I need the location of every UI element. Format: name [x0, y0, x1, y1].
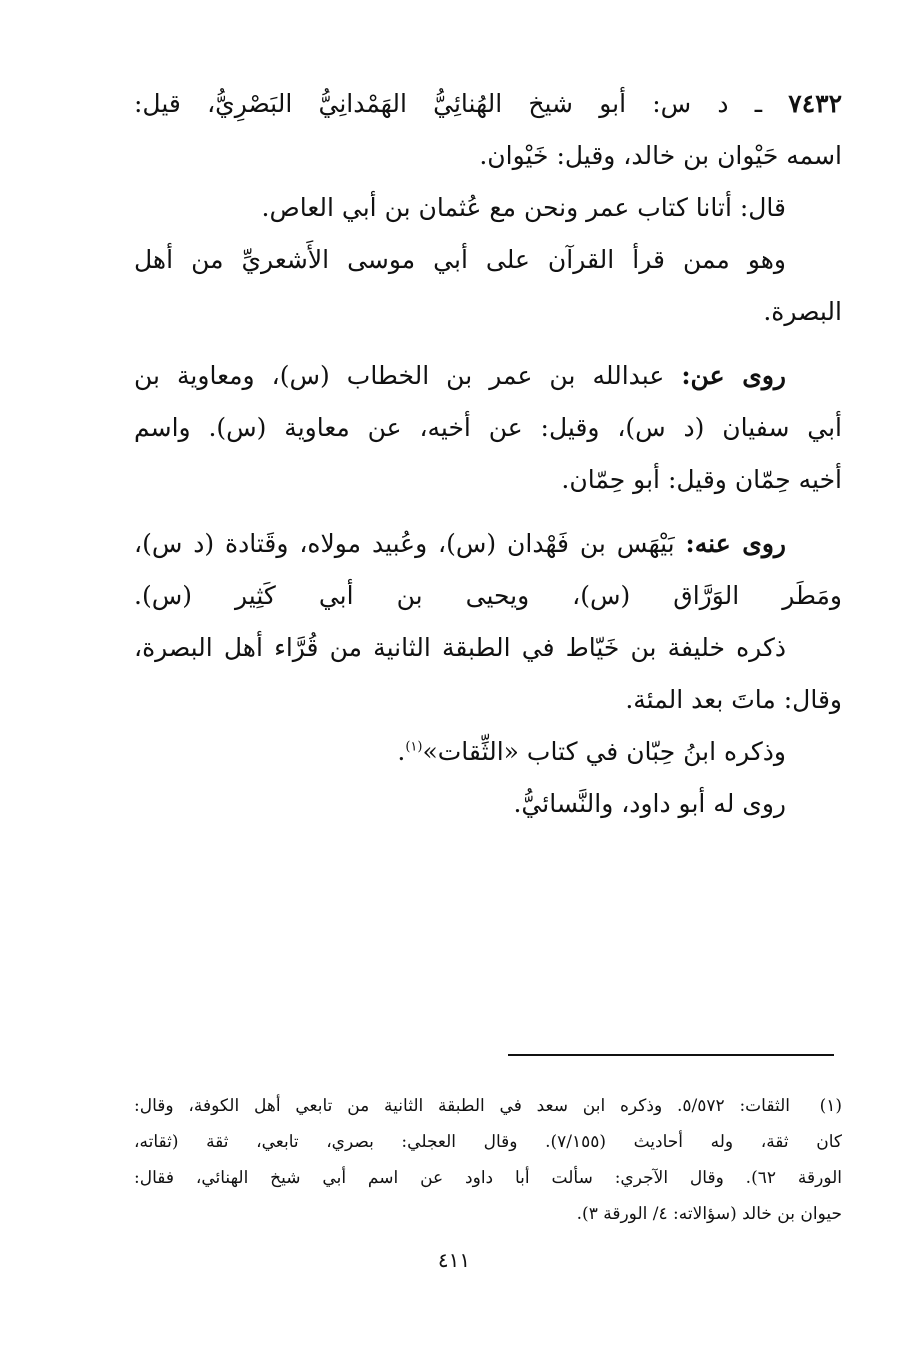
entry-line: وهو ممن قرأ القرآن على أبي موسى الأَشعريِّ من أهل [134, 245, 786, 274]
riwaya-anhu-text: بَيْهَس بن فَهْدان (س)، وعُبيد مولاه، وقَتادة (د س)، [134, 529, 686, 558]
entry-line: اسمه حَيْوان بن خالد، وقيل: خَيْوان. [479, 141, 842, 170]
page-number: ٤١١ [437, 1248, 471, 1272]
footnote-line: كان ثقة، وله أحاديث (٧/١٥٥). وقال العجلي: بصري، تابعي، ثقة (ثقاته، [134, 1132, 842, 1152]
footnote-line: الثقات: ٥/٥٧٢. وذكره ابن سعد في الطبقة الثانية من تابعي أهل الكوفة، وقال: [134, 1096, 790, 1116]
footnote-number: (١) [819, 1096, 842, 1116]
entry-line: قال: أتانا كتاب عمر ونحن مع عُثمان بن أبي العاص. [261, 193, 786, 222]
footnote-separator [508, 1054, 834, 1056]
riwaya-anhu-line [134, 518, 842, 570]
entry-header-line [134, 78, 842, 130]
ibn-hibban-note [134, 726, 842, 778]
khalifa-note-line: وقال: ماتَ بعد المئة. [625, 685, 842, 714]
ibn-hibban-end: . [397, 737, 406, 766]
ibn-hibban-text: وذكره ابنُ حِبّان في كتاب «الثِّقات» [422, 737, 786, 766]
riwaya-anhu-line: ومَطَر الوَرَّاق (س)، ويحيى بن أبي كَثِير (س). [134, 581, 842, 610]
narrated-by-note: روى له أبو داود، والنَّسائيُّ. [513, 789, 786, 818]
entry-line: البصرة. [763, 297, 842, 326]
footnote-reference[interactable]: (١) [405, 739, 423, 755]
riwaya-an-line [134, 350, 842, 402]
entry-header-text: ـ د س: أبو شيخ الهُنائِيُّ الهَمْدانِيُّ البَصْرِيُّ، قيل: [134, 89, 789, 118]
footnote-body [134, 1088, 843, 1232]
khalifa-note-line: ذكره خليفة بن خَيّاط في الطبقة الثانية من قُرَّاء أهل البصرة، [134, 633, 786, 662]
entry-number: ٧٤٣٢ [788, 89, 842, 118]
riwaya-an-line: أبي سفيان (د س)، وقيل: عن أخيه، عن معاوية (س). واسم [134, 413, 842, 442]
riwaya-anhu-label: روى عنه: [685, 529, 786, 558]
riwaya-an-label: روى عن: [681, 361, 786, 390]
footnote-line: الورقة ٦٢). وقال الآجري: سألت أبا داود عن اسم أبي شيخ الهنائي، فقال: [134, 1168, 843, 1188]
footnote [134, 1088, 842, 1232]
footnote-line: حيوان بن خالد (سؤالاته: ٤/ الورقة ٣). [576, 1204, 842, 1224]
riwaya-an-line: أخيه حِمّان وقيل: أبو حِمّان. [561, 465, 842, 494]
riwaya-an-text: عبدالله بن عمر بن الخطاب (س)، ومعاوية بن [134, 361, 682, 390]
main-text [134, 78, 842, 830]
